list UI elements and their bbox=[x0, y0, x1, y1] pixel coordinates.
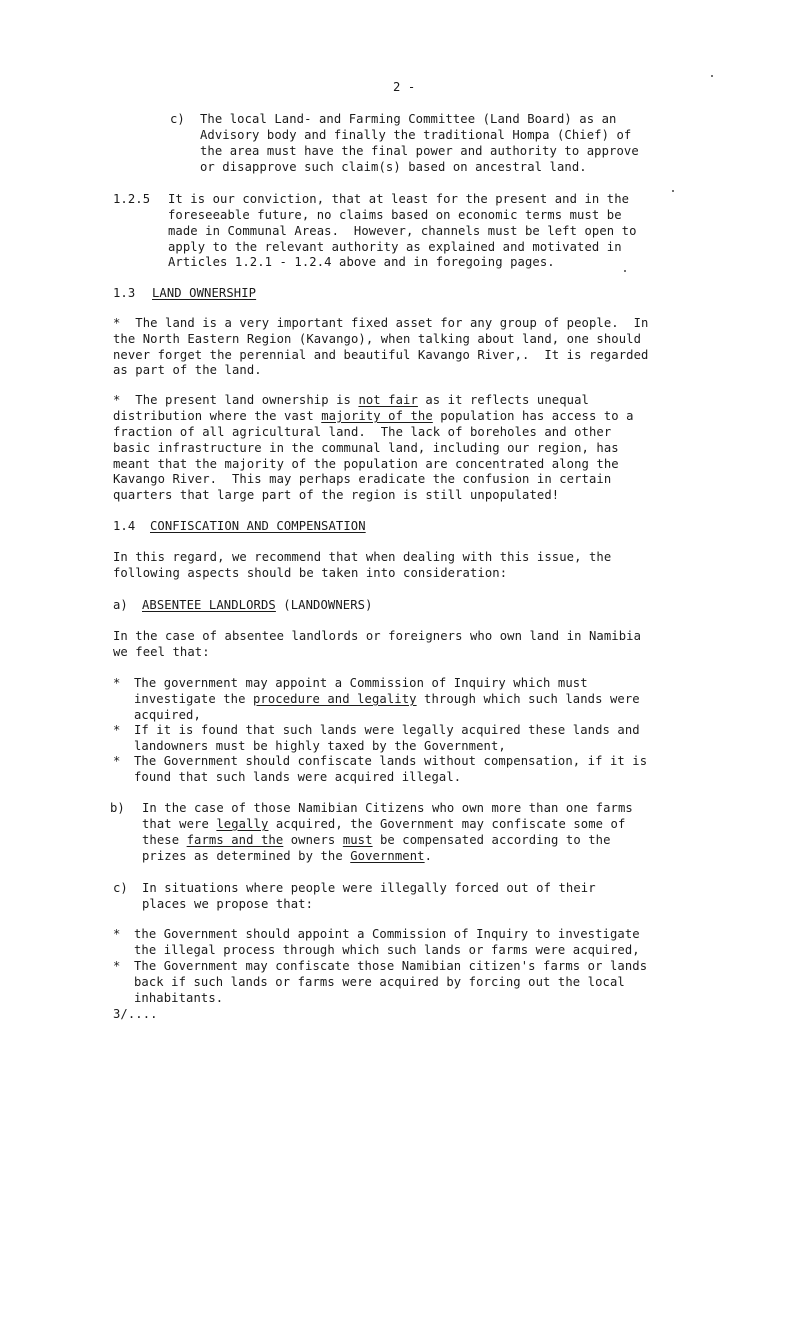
section-text-line: It is our conviction, that at least for the present and in the bbox=[168, 192, 630, 206]
bullet-symbol: * bbox=[113, 959, 121, 973]
bullet-line: investigate the procedure and legality through which such lands were bbox=[134, 692, 640, 706]
paragraph-line: * The land is a very important fixed asset for any group of people. In bbox=[113, 316, 649, 330]
bullet-line: the illegal process through which such lands or farms were acquired, bbox=[134, 943, 640, 957]
section-heading: LAND OWNERSHIP bbox=[152, 286, 257, 300]
page-number: 2 - bbox=[393, 80, 416, 94]
item-c-label: c) bbox=[170, 112, 185, 126]
item-a-heading: ABSENTEE LANDLORDS (LANDOWNERS) bbox=[142, 598, 373, 612]
bullet-line: the Government should appoint a Commission of Inquiry to investigate bbox=[134, 927, 640, 941]
bullet-line: If it is found that such lands were legally acquired these lands and bbox=[134, 723, 640, 737]
item-a-label: a) bbox=[113, 598, 128, 612]
item-c-line: or disapprove such claim(s) based on ancestral land. bbox=[200, 160, 587, 174]
paragraph-line: quarters that large part of the region is still unpopulated! bbox=[113, 488, 560, 502]
bullet-line: landowners must be highly taxed by the Government, bbox=[134, 739, 506, 753]
item-c-line: The local Land- and Farming Committee (Land Board) as an bbox=[200, 112, 617, 126]
paragraph-line: In this regard, we recommend that when dealing with this issue, the bbox=[113, 550, 612, 564]
section-number: 1.2.5 bbox=[113, 192, 151, 206]
bullet-line: acquired, bbox=[134, 708, 201, 722]
scan-speck bbox=[711, 75, 713, 77]
paragraph-line: distribution where the vast majority of the population has access to a bbox=[113, 409, 634, 423]
section-heading: CONFISCATION AND COMPENSATION bbox=[150, 519, 366, 533]
paragraph-line: In the case of absentee landlords or foreigners who own land in Namibia bbox=[113, 629, 642, 643]
item-c-line: In situations where people were illegally forced out of their bbox=[142, 881, 596, 895]
bullet-symbol: * bbox=[113, 754, 121, 768]
paragraph-line: fraction of all agricultural land. The lack of boreholes and other bbox=[113, 425, 612, 439]
bullet-line: The Government may confiscate those Namibian citizen's farms or lands bbox=[134, 959, 648, 973]
item-c-label: c) bbox=[113, 881, 128, 895]
section-text-line: made in Communal Areas. However, channels must be left open to bbox=[168, 224, 637, 238]
bullet-line: inhabitants. bbox=[134, 991, 224, 1005]
bullet-line: back if such lands or farms were acquired by forcing out the local bbox=[134, 975, 625, 989]
paragraph-line: * The present land ownership is not fair as it reflects unequal bbox=[113, 393, 589, 407]
bullet-line: The Government should confiscate lands without compensation, if it is bbox=[134, 754, 648, 768]
section-number: 1.4 bbox=[113, 519, 136, 533]
item-c-line: the area must have the final power and authority to approve bbox=[200, 144, 639, 158]
item-b-line: prizes as determined by the Government. bbox=[142, 849, 433, 863]
item-b-line: that were legally acquired, the Government may confiscate some of bbox=[142, 817, 626, 831]
bullet-symbol: * bbox=[113, 676, 121, 690]
item-b-line: these farms and the owners must be compensated according to the bbox=[142, 833, 611, 847]
paragraph-line: basic infrastructure in the communal land, including our region, has bbox=[113, 441, 619, 455]
section-text-line: apply to the relevant authority as explained and motivated in bbox=[168, 240, 622, 254]
paragraph-line: the North Eastern Region (Kavango), when talking about land, one should bbox=[113, 332, 642, 346]
continuation-marker: 3/.... bbox=[113, 1007, 158, 1021]
paragraph-line: as part of the land. bbox=[113, 363, 262, 377]
scan-speck bbox=[624, 270, 626, 272]
bullet-symbol: * bbox=[113, 927, 121, 941]
bullet-symbol: * bbox=[113, 723, 121, 737]
scan-speck bbox=[672, 190, 674, 192]
item-b-label: b) bbox=[110, 801, 125, 815]
paragraph-line: following aspects should be taken into consideration: bbox=[113, 566, 508, 580]
paragraph-line: never forget the perennial and beautiful Kavango River,. It is regarded bbox=[113, 348, 649, 362]
item-c-line: Advisory body and finally the traditional Hompa (Chief) of bbox=[200, 128, 632, 142]
paragraph-line: Kavango River. This may perhaps eradicate the confusion in certain bbox=[113, 472, 612, 486]
section-number: 1.3 bbox=[113, 286, 136, 300]
section-text-line: Articles 1.2.1 - 1.2.4 above and in foregoing pages. bbox=[168, 255, 555, 269]
bullet-line: found that such lands were acquired illegal. bbox=[134, 770, 462, 784]
item-c-line: places we propose that: bbox=[142, 897, 314, 911]
paragraph-line: we feel that: bbox=[113, 645, 210, 659]
paragraph-line: meant that the majority of the population are concentrated along the bbox=[113, 457, 619, 471]
item-b-line: In the case of those Namibian Citizens who own more than one farms bbox=[142, 801, 633, 815]
section-text-line: foreseeable future, no claims based on economic terms must be bbox=[168, 208, 622, 222]
bullet-line: The government may appoint a Commission of Inquiry which must bbox=[134, 676, 588, 690]
